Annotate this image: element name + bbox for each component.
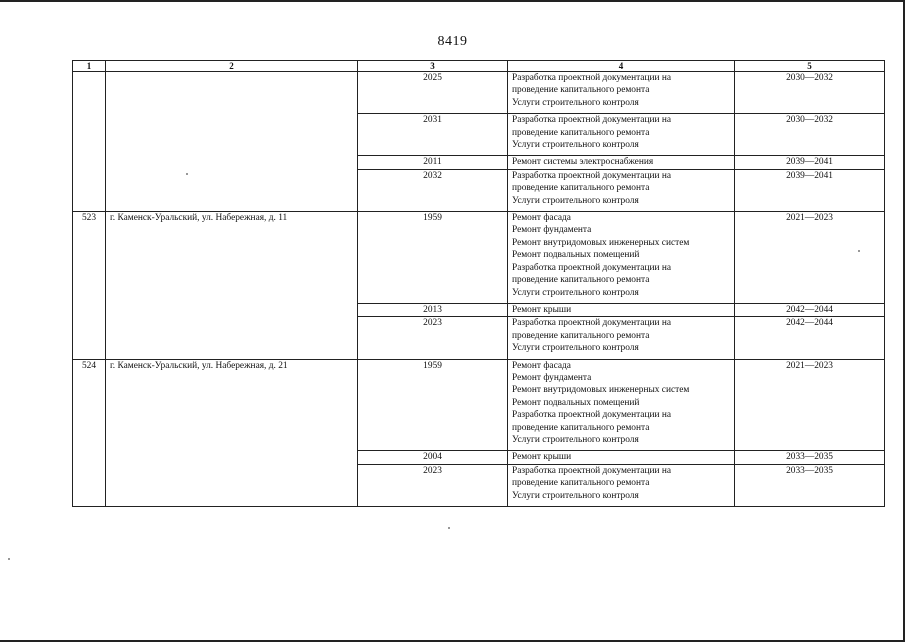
page-number: 8419 <box>437 34 468 49</box>
work-item: Ремонт внутридомовых инженерных систем <box>512 237 690 248</box>
column-header: 2 <box>106 61 358 72</box>
object-address: г. Каменск-Уральский, ул. Набережная, д. 11 <box>106 212 358 359</box>
column-header: 3 <box>358 61 508 72</box>
work-item: Разработка проектной документации на <box>512 465 672 476</box>
table-row <box>73 212 885 304</box>
table-row <box>73 359 885 451</box>
period-cell: 2039—2041 <box>735 169 885 211</box>
table-body <box>73 72 885 507</box>
work-item: Ремонт фундамента <box>512 372 592 383</box>
year-cell: 1959 <box>358 359 508 451</box>
work-item: проведение капитального ремонта <box>512 330 650 341</box>
year-cell: 2011 <box>358 156 508 169</box>
year-cell: 1959 <box>358 212 508 304</box>
works-cell <box>508 303 735 316</box>
work-item: Разработка проектной документации на <box>512 73 672 83</box>
year-cell: 2031 <box>358 114 508 156</box>
work-item: Услуги строительного контроля <box>512 97 639 108</box>
work-item: Ремонт крыши <box>512 304 572 315</box>
period-cell: 2039—2041 <box>735 156 885 169</box>
scan-speck <box>448 527 450 529</box>
table-row <box>73 72 885 114</box>
work-item: Ремонт внутридомовых инженерных систем <box>512 385 690 396</box>
work-item: Разработка проектной документации на <box>512 262 672 273</box>
works-cell <box>508 169 735 211</box>
column-header: 4 <box>508 61 735 72</box>
work-item: Ремонт подвальных помещений <box>512 397 640 408</box>
period-cell: 2021—2023 <box>735 359 885 451</box>
work-item: Услуги строительного контроля <box>512 343 639 354</box>
work-item: Ремонт системы электроснабжения <box>512 157 654 168</box>
object-number <box>73 72 106 212</box>
work-item: Разработка проектной документации на <box>512 410 672 421</box>
work-item: Разработка проектной документации на <box>512 115 672 126</box>
works-cell <box>508 317 735 359</box>
year-cell: 2013 <box>358 303 508 316</box>
work-item: Разработка проектной документации на <box>512 318 672 329</box>
work-item: проведение капитального ремонта <box>512 478 650 489</box>
work-item: Ремонт фасада <box>512 360 571 371</box>
work-item: проведение капитального ремонта <box>512 275 650 286</box>
object-address <box>106 72 358 212</box>
work-item: Разработка проектной документации на <box>512 170 672 181</box>
work-item: проведение капитального ремонта <box>512 422 650 433</box>
year-cell: 2004 <box>358 451 508 464</box>
work-item: Ремонт крыши <box>512 452 572 463</box>
header-row <box>73 61 885 72</box>
period-cell: 2021—2023 <box>735 212 885 304</box>
scan-speck <box>8 558 10 560</box>
work-item: Услуги строительного контроля <box>512 140 639 151</box>
column-header: 5 <box>735 61 885 72</box>
works-cell <box>508 451 735 464</box>
scan-speck <box>186 173 188 175</box>
period-cell: 2042—2044 <box>735 317 885 359</box>
period-cell: 2033—2035 <box>735 464 885 506</box>
works-cell <box>508 72 735 114</box>
work-item: Ремонт подвальных помещений <box>512 250 640 261</box>
period-cell: 2042—2044 <box>735 303 885 316</box>
period-cell: 2030—2032 <box>735 114 885 156</box>
work-item: Услуги строительного контроля <box>512 434 639 445</box>
year-cell: 2025 <box>358 72 508 114</box>
year-cell: 2023 <box>358 464 508 506</box>
work-item: Услуги строительного контроля <box>512 287 639 298</box>
works-cell <box>508 464 735 506</box>
column-header: 1 <box>73 61 106 72</box>
work-item: Услуги строительного контроля <box>512 195 639 206</box>
work-item: проведение капитального ремонта <box>512 183 650 194</box>
object-number: 524 <box>73 359 106 506</box>
work-item: Услуги строительного контроля <box>512 490 639 501</box>
works-cell <box>508 212 735 304</box>
period-cell: 2030—2032 <box>735 72 885 114</box>
works-cell <box>508 114 735 156</box>
work-item: Ремонт фасада <box>512 213 571 224</box>
work-item: проведение капитального ремонта <box>512 127 650 138</box>
work-item: проведение капитального ремонта <box>512 85 650 96</box>
period-cell: 2033—2035 <box>735 451 885 464</box>
year-cell: 2032 <box>358 169 508 211</box>
work-item: Ремонт фундамента <box>512 225 592 236</box>
scan-speck <box>858 250 860 252</box>
object-number: 523 <box>73 212 106 359</box>
object-address: г. Каменск-Уральский, ул. Набережная, д. 21 <box>106 359 358 506</box>
year-cell: 2023 <box>358 317 508 359</box>
repair-schedule-table <box>72 60 885 507</box>
works-cell <box>508 156 735 169</box>
works-cell <box>508 359 735 451</box>
